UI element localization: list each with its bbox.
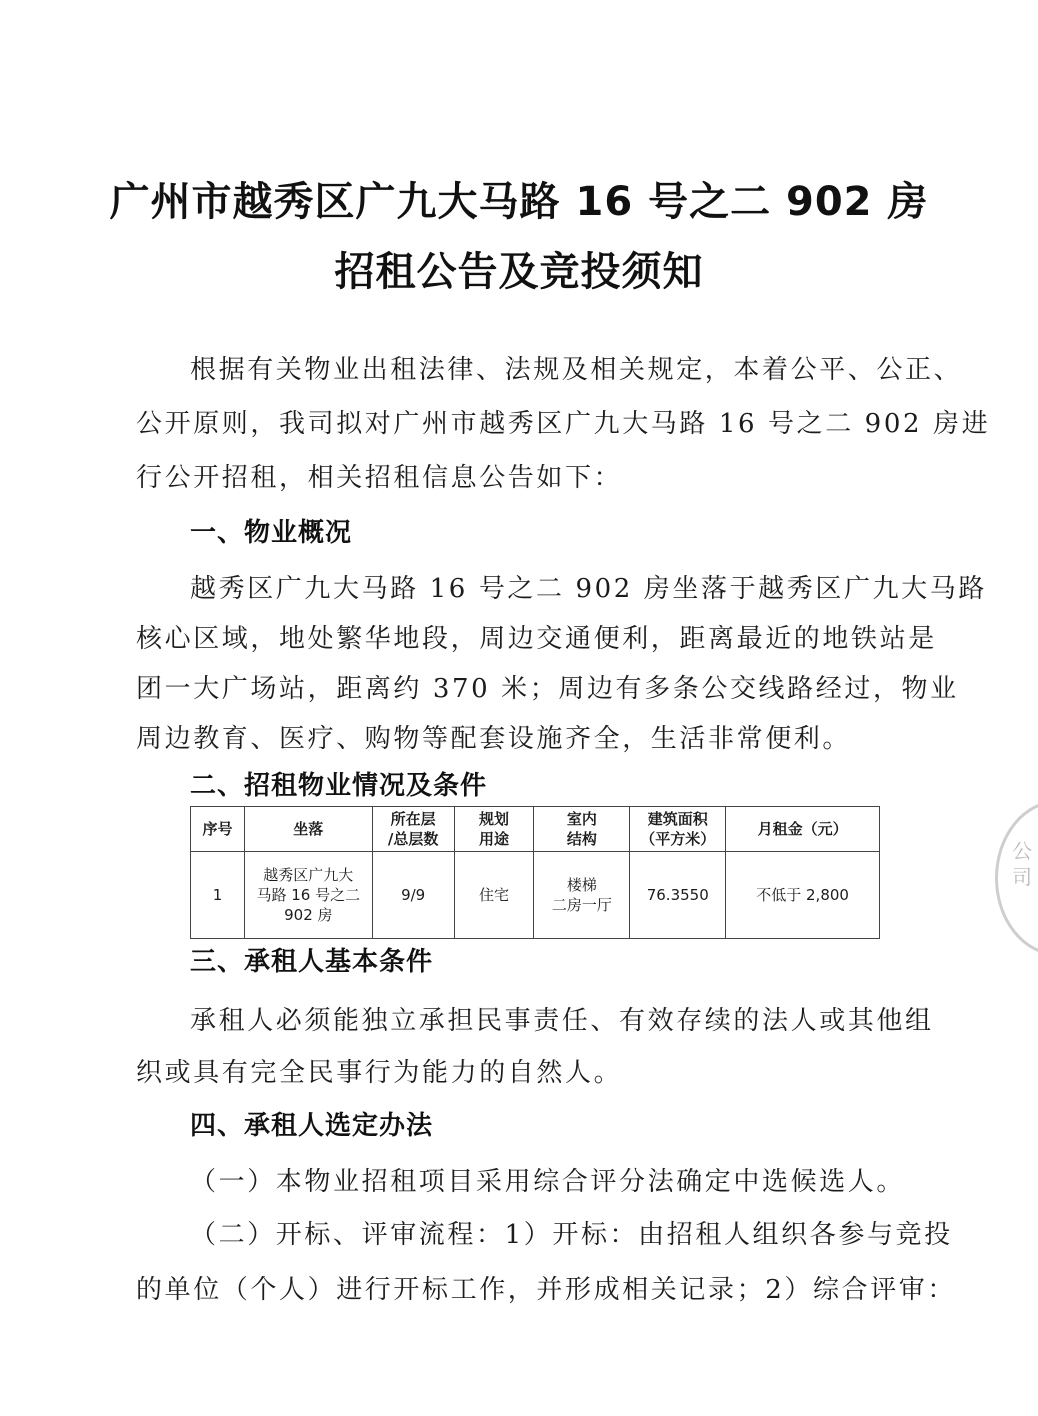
cell-area: 76.3550 (630, 852, 726, 939)
intro-line: 行公开招租，相关招租信息公告如下： (136, 463, 623, 493)
cell-location: 越秀区广九大 马路 16 号之二 902 房 (244, 852, 372, 939)
requirements-line: 承租人必须能独立承担民事责任、有效存续的法人或其他组 (190, 1006, 934, 1036)
cell-index: 1 (191, 852, 245, 939)
selection-line: 的单位（个人）进行开标工作，并形成相关记录；2）综合评审： (136, 1275, 956, 1305)
overview-line: 团一大广场站，距离约 370 米；周边有多条公交线路经过，物业 (136, 674, 959, 704)
intro-line: 根据有关物业出租法律、法规及相关规定，本着公平、公正、 (190, 355, 963, 385)
selection-line: （一）本物业招租项目采用综合评分法确定中选候选人。 (190, 1167, 906, 1197)
table-row (191, 852, 880, 939)
cell-use: 住宅 (454, 852, 534, 939)
cell-structure: 楼梯 二房一厅 (534, 852, 630, 939)
overview-line: 周边教育、医疗、购物等配套设施齐全，生活非常便利。 (136, 724, 852, 754)
section-heading-lease-conditions: 二、招租物业情况及条件 (190, 771, 488, 801)
header-area: 建筑面积 （平方米） (630, 807, 726, 852)
header-rent: 月租金（元） (726, 807, 880, 852)
header-structure: 室内 结构 (534, 807, 630, 852)
intro-line: 公开原则，我司拟对广州市越秀区广九大马路 16 号之二 902 房进 (136, 409, 991, 439)
overview-line: 越秀区广九大马路 16 号之二 902 房坐落于越秀区广九大马路 (190, 574, 987, 604)
section-heading-property-overview: 一、物业概况 (190, 518, 353, 548)
section-heading-selection-method: 四、承租人选定办法 (190, 1111, 434, 1141)
property-table (190, 806, 880, 939)
overview-line: 核心区域，地处繁华地段，周边交通便利，距离最近的地铁站是 (136, 624, 937, 654)
cell-rent: 不低于 2,800 (726, 852, 880, 939)
table-header-row (191, 807, 880, 852)
document-title-line-1: 广州市越秀区广九大马路 16 号之二 902 房 (109, 179, 929, 225)
header-index: 序号 (191, 807, 245, 852)
cell-floor: 9/9 (372, 852, 454, 939)
document-title-line-2: 招租公告及竞投须知 (334, 249, 704, 295)
section-heading-tenant-requirements: 三、承租人基本条件 (190, 947, 434, 977)
requirements-line: 织或具有完全民事行为能力的自然人。 (136, 1058, 623, 1088)
header-use: 规划 用途 (454, 807, 534, 852)
selection-line: （二）开标、评审流程：1）开标：由招租人组织各参与竞投 (190, 1220, 953, 1250)
seal-text: 公司 (1012, 839, 1032, 889)
header-floor: 所在层 /总层数 (372, 807, 454, 852)
header-location: 坐落 (244, 807, 372, 852)
